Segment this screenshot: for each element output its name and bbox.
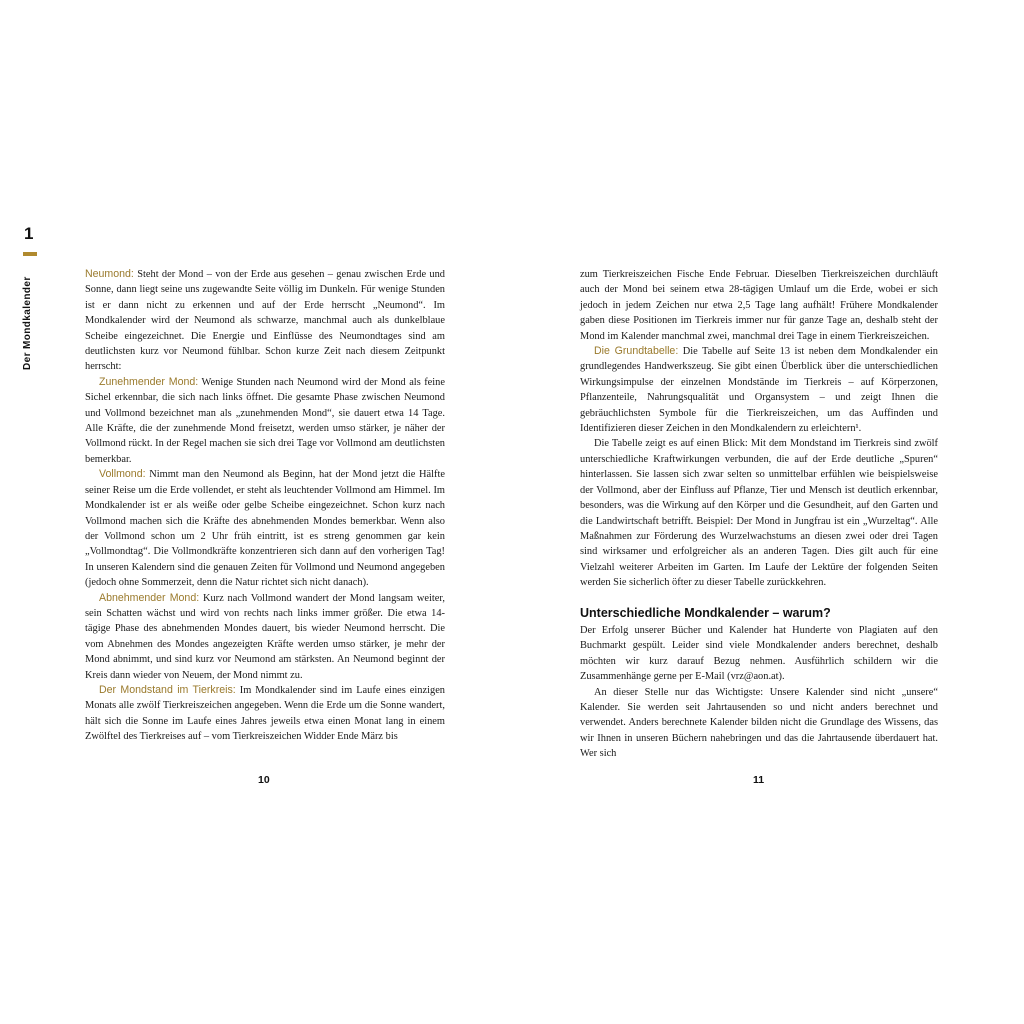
paragraph-text: Der Erfolg unserer Bücher und Kalender hat Hunderte von Plagiaten auf den Buchmarkt gespült. Leider sind viele Mondkalender anders berechnet, deshalb möchten wir kurz darauf Bezug nehmen. Ausführlich schildern wir die Zusammenhänge gerne per E-Mail (vrz@aon.at). [580,624,938,683]
paragraph-text: Im Mondkalender sind im Laufe eines einzigen Monats alle zwölf Tierkreiszeichen angegeben. Wenn die Erde um die Sonne wandert, hält sich die Sonne im Laufe eines Jahres jeweils etwa einen Monat lang in einem Zwölftel des Tierkreises auf – vom Tierkreiszeichen Widder Ende März bis [85,684,445,743]
term-label: Zunehmender Mond: [99,375,199,388]
paragraph-erfolg [580,623,938,685]
section-heading: Unterschiedliche Mondkalender – warum? [580,605,831,620]
paragraph-abnehmender-mond [85,591,445,683]
term-label: Abnehmender Mond: [99,591,200,604]
paragraph-text: Die Tabelle zeigt es auf einen Blick: Mit dem Mondstand im Tierkreis sind zwölf unterschiedliche Kraftwirkungen verbunden, die auf der Erde deutliche „Spuren“ hinterlassen. Sie lassen sich zwar selten so unmittelbar erfühlen wie beispielsweise der Vollmond, aber der Einfluss auf Pflanze, Tier und Mensch ist deutlich erkennbar, besonders, was die Wirkung auf den Körper und die Gesundheit, auf den Garten und die Landwirtschaft betrifft. Beispiel: Der Mond in Jungfrau ist ein „Wurzeltag“. Alle Maßnahmen zur Förderung des Wurzelwachstums an diesen zwei oder drei Tagen sind wirksamer und erfolgreicher als an anderen Tagen. Dies gilt auch für eine Vielzahl weiterer Arbeiten im Garten. Im Laufe der Lektüre der folgenden Seiten werden Sie sicherlich öfter zu dieser Tabelle zurückkehren. [580,438,938,589]
chapter-accent-rule [23,252,37,256]
page-number-right: 11 [753,774,765,786]
chapter-number: 1 [24,224,34,243]
term-label: Neumond: [85,268,134,280]
paragraph-text: Kurz nach Vollmond wandert der Mond langsam weiter, sein Schatten wächst und wird von rechts nach links immer größer. Die etwa 14-tägige Phase des abnehmenden Mondes dauert, bis wieder Neumond herrscht. Die vom Abnehmen des Mondes angezeigten Kräfte werden umso stärker, je mehr der Mond abnimmt, und sind kurz vor Neumond am stärksten. An Neumond beginnt der Kreis dann wieder von Neuem, der Mond nimmt zu. [85,592,445,681]
paragraph-continuation [580,267,938,344]
paragraph-tabelle [580,436,938,590]
paragraph-text: Steht der Mond – von der Erde aus gesehen – genau zwischen Erde und Sonne, dann liegt seine uns zugewandte Seite völlig im Dunkeln. Für wenige Stunden ist er dann nicht zu erkennen und auf der Erde herrscht „Neumond“. Im Mondkalender wird der Neumond als schwarze, manchmal auch als dunkelblaue Scheibe eingezeichnet. Die Energie und Einflüsse des Neumondtages sind am deutlichsten kurz vor Neumond fühlbar. Schon kurze Zeit nach diesem Zeitpunkt herrscht: [85,269,445,373]
paragraph-text: Die Tabelle auf Seite 13 ist neben dem Mondkalender ein grundlegendes Handwerkszeug. Sie gibt einen Überblick über die unterschiedlichen Wirkungsimpulse der einzelnen Mondstände im Tierkreis – auf Körperzonen, Pflanzenteile, Nahrungsqualität und Organsystem – und zeigt Ihnen die gebräuchlichsten Symbole für die Tierkreiszeichen, um das Auffinden und Identifizieren dieser Zeichen in den Mondkalendern zu erleichtern¹. [580,346,938,435]
right-page-body [580,267,938,762]
left-page-body [85,267,445,745]
paragraph-vollmond [85,467,445,590]
paragraph-text: An dieser Stelle nur das Wichtigste: Unsere Kalender sind nicht „unsere“ Kalender. Sie werden seit Jahrtausenden so und nicht anders berechnet und verwendet. Anders berechnete Kalender bilden nicht die Grundlage des Wissens, das wir Ihnen in unseren Büchern nahebringen und das die Jahrtausende überdauert hat. Wer sich [580,686,938,760]
paragraph-grundtabelle [580,344,938,436]
paragraph-zunehmender-mond [85,375,445,467]
paragraph-wichtigste [580,685,938,762]
term-label: Der Mondstand im Tierkreis: [99,683,236,696]
chapter-title: Der Mondkalender [22,276,33,370]
term-label: Die Grundtabelle: [594,345,679,358]
term-label: Vollmond: [99,468,146,481]
paragraph-text: Nimmt man den Neumond als Beginn, hat der Mond jetzt die Hälfte seiner Reise um die Erde vollendet, er steht als leuchtender Vollmond am Himmel. Im Mondkalender ist er als weiße oder gelbe Scheibe eingezeichnet. Schon kurz nach Vollmond machen sich die Kräfte des abnehmenden Mondes bemerkbar. Wenn also der Vollmond schon um 2 Uhr früh eintritt, ist es streng genommen gar kein „Vollmondtag“. Die Vollmondkräfte konzentrieren sich dann auf den vorherigen Tag! In unseren Kalendern sind die genauen Zeiten für Vollmond und Neumond angegeben (jedoch ohne Sommerzeit, denn die Natur richtet sich nicht danach). [85,469,445,589]
paragraph-neumond [85,267,445,375]
page-number-left: 10 [258,774,270,786]
paragraph-mondstand [85,683,445,745]
paragraph-text: zum Tierkreiszeichen Fische Ende Februar. Dieselben Tierkreiszeichen durchläuft auch der Mond bei seinem etwa 28-tägigen Umlauf um die Erde, wobei er sich jedoch in jedem Zeichen nur etwa 2,5 Tage lang aufhält! Frühere Mondkalender gaben diese Positionen im Tierkreis immer nur für ganze Tage an, deshalb steht der Mond im Kalender manchmal zwei, manchmal drei Tage in einem Tierkreiszeichen. [580,269,938,342]
paragraph-text: Wenige Stunden nach Neumond wird der Mond als feine Sichel erkennbar, die sich nach links öffnet. Die gesamte Phase zwischen Neumond und Vollmond bezeichnet man als „zunehmenden Mond“, sie dauert etwa 14 Tage. Alle Kräfte, die der zunehmende Mond freisetzt, werden umso stärker, je näher der Vollmond rückt. In der Regel machen sie sich drei Tage vor Vollmond am deutlichsten bemerkbar. [85,376,445,465]
